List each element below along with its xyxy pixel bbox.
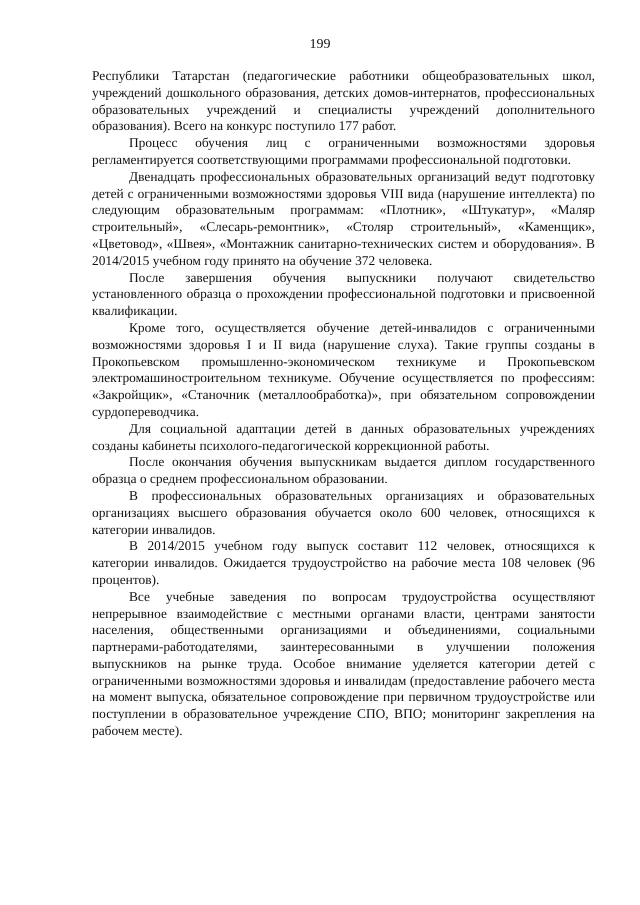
paragraph: После завершения обучения выпускники получают свидетельство установленного образца о прохождении профессиональной подготовки и присвоенной квалификации.: [92, 269, 595, 319]
paragraph: Все учебные заведения по вопросам трудоустройства осуществляют непрерывное взаимодействие с местными органами власти, центрами занятости населения, общественными организациями и объединениями, социальными партнерами-работодателями, заинтересованными в улучшении положения выпускников на рынке труда. Особое внимание уделяется категории детей с ограниченными возможностями здоровья и инвалидам (предоставление рабочего места на момент выпуска, обязательное сопровождение при первичном трудоустройстве или поступлении в образовательное учреждение СПО, ВПО; мониторинг закрепления на рабочем месте).: [92, 588, 595, 739]
paragraph: Кроме того, осуществляется обучение детей-инвалидов с ограниченными возможностями здоровья I и II вида (нарушение слуха). Такие группы созданы в Прокопьевском промышленно-экономическом техникуме и Прокопьевском электромашиностроительном техникуме. Обучение осуществляется по профессиям: «Закройщик», «Станочник (металлообработка)», при обязательном сопровождении сурдопереводчика.: [92, 319, 595, 419]
paragraph: Процесс обучения лиц с ограниченными возможностями здоровья регламентируется соответствующими программами профессиональной подготовки.: [92, 135, 595, 167]
paragraph: В профессиональных образовательных организациях и образовательных организациях высшего образования обучается около 600 человек, относящихся к категории инвалидов.: [92, 487, 595, 537]
paragraph: Двенадцать профессиональных образовательных организаций ведут подготовку детей с ограниченными возможностями здоровья VIII вида (нарушение интеллекта) по следующим образовательным программам: «Плотник», «Штукатур», «Маляр строительный», «Слесарь-ремонтник», «Столяр строительный», «Каменщик», «Цветовод», «Швея», «Монтажник санитарно-технических систем и оборудования». В 2014/2015 учебном году принято на обучение 372 человека.: [92, 168, 595, 268]
paragraph: После окончания обучения выпускникам выдается диплом государственного образца о среднем профессиональном образовании.: [92, 454, 595, 487]
paragraph: Для социальной адаптации детей в данных образовательных учреждениях созданы кабинеты психолого-педагогической коррекционной работы.: [92, 420, 595, 453]
paragraph: В 2014/2015 учебном году выпуск составит 112 человек, относящихся к категории инвалидов. Ожидается трудоустройство на рабочие места 108 человек (96 процентов).: [92, 538, 595, 587]
paragraph: Республики Татарстан (педагогические работники общеобразовательных школ, учреждений дошкольного образования, детских домов-интернатов, профессиональных образовательных учреждений и специалисты учреждений дополнительного образования). Всего на конкурс поступило 177 работ.: [92, 68, 595, 134]
body-text: [92, 68, 595, 740]
page-number: 199: [309, 37, 331, 52]
